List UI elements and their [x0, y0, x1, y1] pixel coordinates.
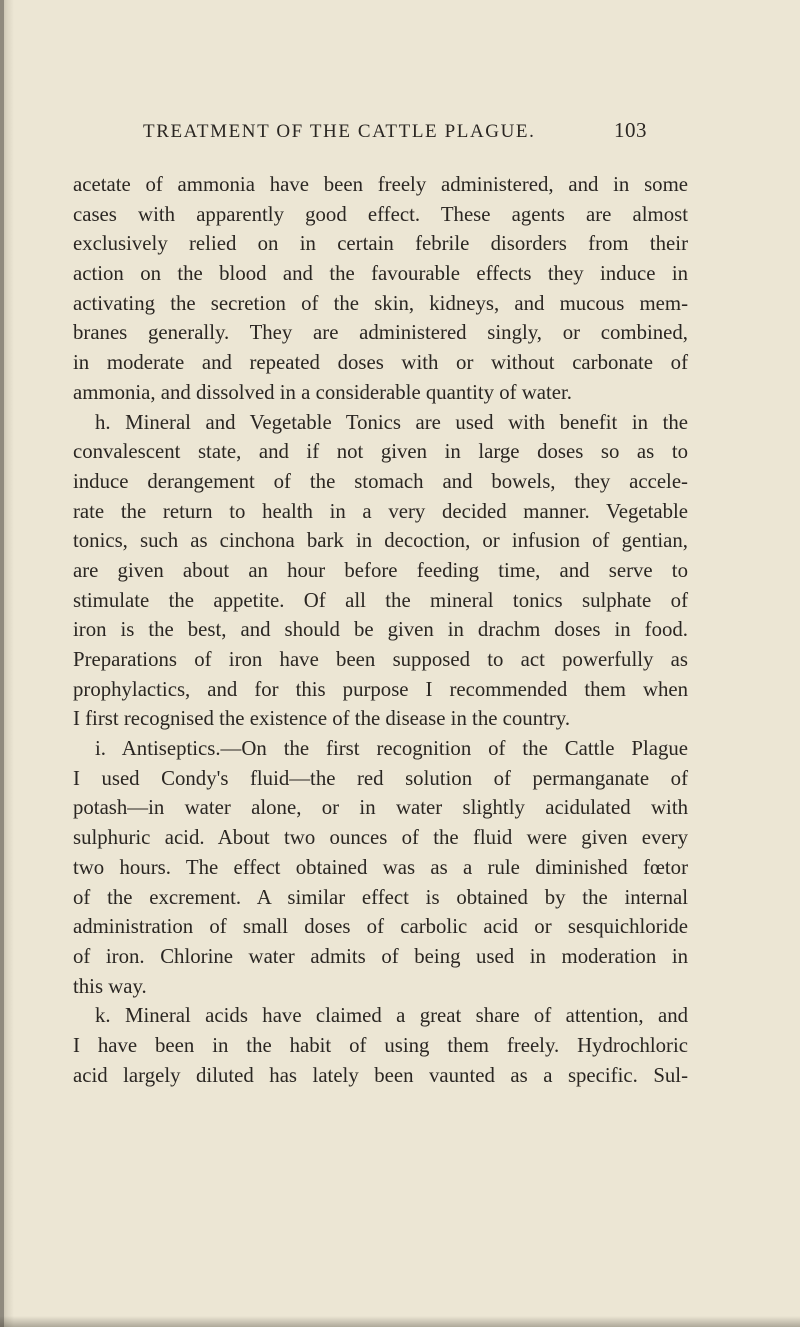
- text-line: iron is the best, and should be given in drachm doses in food.: [73, 618, 688, 642]
- text-line: this way.: [73, 974, 147, 998]
- paragraph-i-start: i. Antiseptics.—On the first recognition of the Cattle Plague: [95, 737, 688, 761]
- text-line: acetate of ammonia have been freely administered, and in some: [73, 173, 688, 196]
- text-line: action on the blood and the favourable effects they induce in: [73, 262, 688, 286]
- text-line: two hours. The effect obtained was as a rule diminished fœtor: [73, 855, 688, 879]
- text-line: administration of small doses of carbolic acid or sesquichloride: [73, 915, 688, 939]
- text-line: in moderate and repeated doses with or without carbonate of: [73, 351, 688, 375]
- text-line: induce derangement of the stomach and bowels, they accele-: [73, 469, 688, 493]
- text-line: I first recognised the existence of the disease in the country.: [73, 707, 571, 731]
- text-line: sulphuric acid. About two ounces of the fluid were given every: [73, 826, 688, 850]
- text-line: exclusively relied on in certain febrile disorders from their: [73, 232, 688, 256]
- paragraph-h-start: h. Mineral and Vegetable Tonics are used with benefit in the: [95, 410, 688, 434]
- page-number: 103: [614, 118, 647, 142]
- text-line: ammonia, and dissolved in a considerable quantity of water.: [73, 380, 572, 404]
- text-line: cases with apparently good effect. These agents are almost: [73, 202, 688, 226]
- text-line: I have been in the habit of using them freely. Hydrochloric: [73, 1033, 688, 1057]
- paragraph-k-start: k. Mineral acids have claimed a great share of attention, and: [95, 1004, 688, 1028]
- text-line: activating the secretion of the skin, kidneys, and mucous mem-: [73, 291, 688, 315]
- page-edge: [0, 0, 4, 1327]
- text-line: acid largely diluted has lately been vaunted as a specific. Sul-: [73, 1063, 688, 1087]
- body-text: [73, 170, 688, 1090]
- running-title: TREATMENT OF THE CATTLE PLAGUE.: [143, 121, 536, 142]
- text-line: of the excrement. A similar effect is obtained by the internal: [73, 885, 688, 909]
- text-line: tonics, such as cinchona bark in decoction, or infusion of gentian,: [73, 529, 688, 553]
- text-line: of iron. Chlorine water admits of being used in moderation in: [73, 944, 688, 968]
- text-line: Preparations of iron have been supposed to act powerfully as: [73, 648, 688, 671]
- text-line: rate the return to health in a very decided manner. Vegetable: [73, 499, 688, 523]
- running-head: [0, 118, 800, 148]
- page-bottom-shadow: [0, 1316, 800, 1327]
- text-line: I used Condy's fluid—the red solution of permanganate of: [73, 766, 688, 790]
- text-line: are given about an hour before feeding time, and serve to: [73, 558, 688, 582]
- text-line: stimulate the appetite. Of all the mineral tonics sulphate of: [73, 588, 688, 612]
- text-line: prophylactics, and for this purpose I recommended them when: [73, 677, 688, 701]
- text-line: convalescent state, and if not given in large doses so as to: [73, 440, 688, 464]
- text-line: potash—in water alone, or in water slightly acidulated with: [73, 796, 688, 820]
- text-line: branes generally. They are administered singly, or combined,: [73, 321, 688, 345]
